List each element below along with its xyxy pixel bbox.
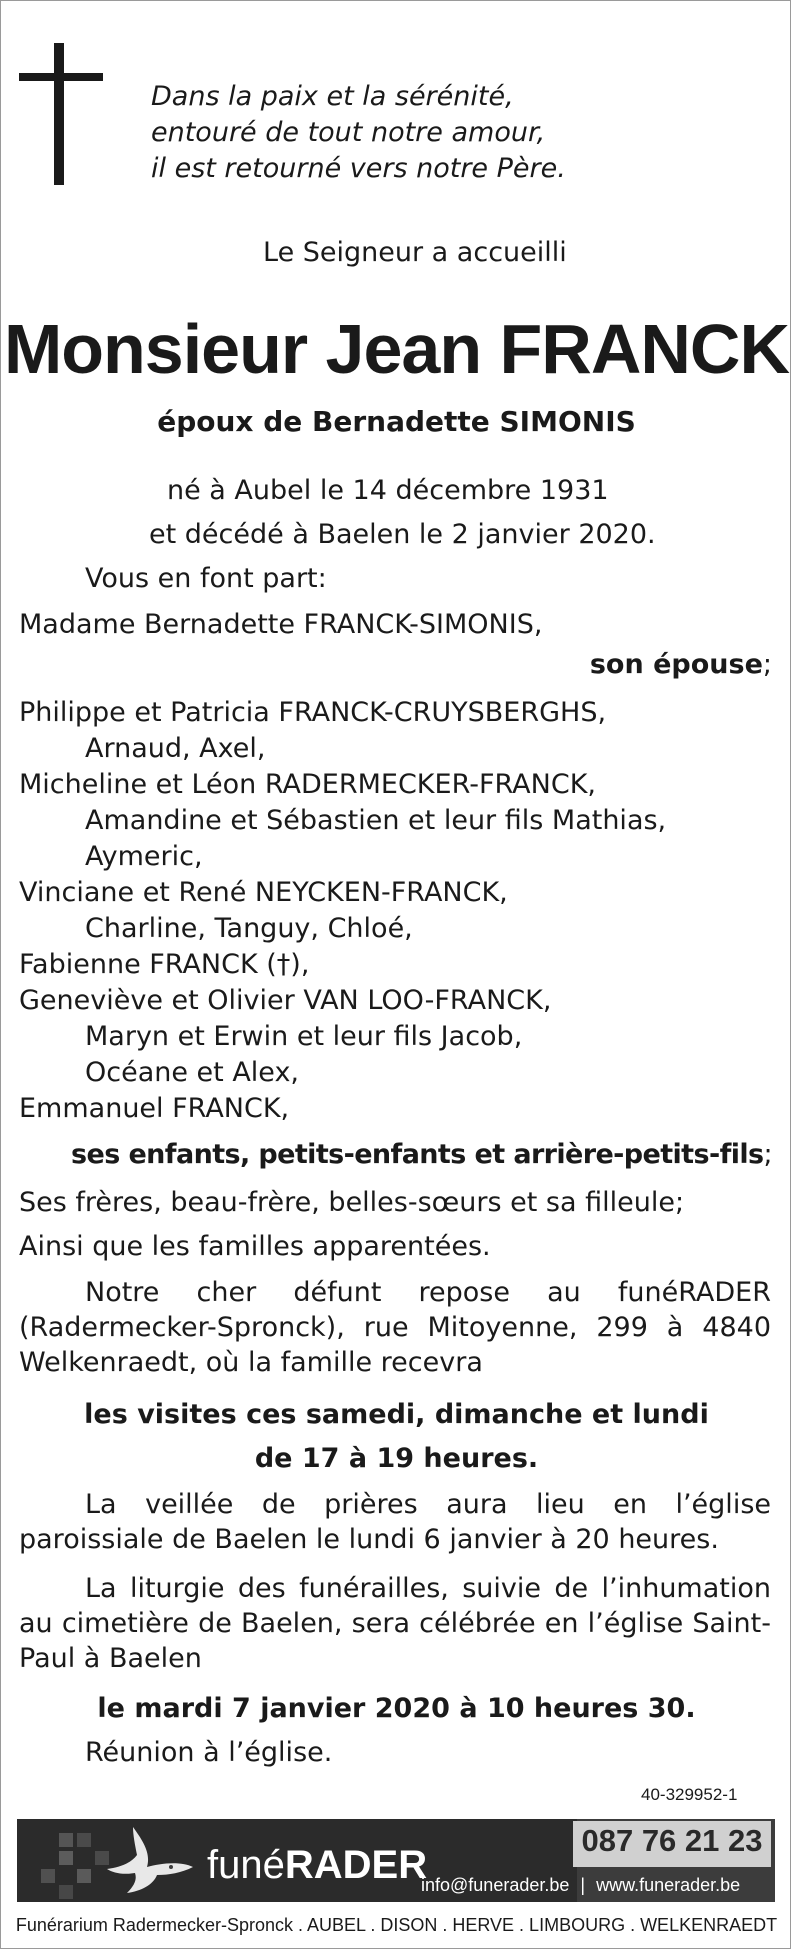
brand-bold: RADER — [284, 1843, 428, 1887]
list-item: Maryn et Erwin et leur fils Jacob, — [85, 1021, 523, 1052]
intro-text: Le Seigneur a accueilli — [263, 237, 567, 268]
contact-separator: | — [580, 1875, 586, 1895]
list-item: Micheline et Léon RADERMECKER-FRANCK, — [19, 769, 596, 800]
verse-line: Dans la paix et la sérénité, — [151, 81, 514, 112]
spouse-role — [590, 649, 772, 680]
spouse-name: Madame Bernadette FRANCK-SIMONIS, — [19, 609, 543, 640]
list-item: Fabienne FRANCK (†), — [19, 949, 310, 980]
semicolon: ; — [763, 1139, 772, 1170]
vigil-paragraph: La veillée de prières aura lieu en l’église paroissiale de Baelen le lundi 6 janvier à 20 heures. — [19, 1489, 771, 1555]
children-list — [19, 695, 666, 1127]
reference-number: 40-329952-1 — [641, 1785, 738, 1804]
meeting-line: Réunion à l’église. — [85, 1737, 333, 1768]
birth-line: né à Aubel le 14 décembre 1931 — [167, 475, 609, 506]
list-item: Vinciane et René NEYCKEN-FRANCK, — [19, 877, 508, 908]
contact-line — [421, 1875, 740, 1896]
phone-number[interactable]: 087 76 21 23 — [581, 1823, 763, 1858]
list-item: Charline, Tanguy, Chloé, — [85, 913, 413, 944]
list-item: Aymeric, — [85, 841, 203, 872]
list-item: Philippe et Patricia FRANCK-CRUYSBERGHS, — [19, 697, 607, 728]
list-item: Emmanuel FRANCK, — [19, 1093, 290, 1124]
cross-icon — [19, 43, 103, 185]
role-text: ses enfants, petits-enfants et arrière-petits-fils — [71, 1139, 764, 1170]
siblings-line: Ses frères, beau-frère, belles-sœurs et sa filleule; — [19, 1187, 685, 1218]
hours-line: de 17 à 19 heures. — [254, 1443, 539, 1474]
deceased-name: Monsieur Jean FRANCK — [3, 310, 790, 388]
visits-line: les visites ces samedi, dimanche et lundi — [84, 1399, 709, 1430]
list-item: Geneviève et Olivier VAN LOO-FRANCK, — [19, 985, 552, 1016]
verse — [151, 79, 566, 187]
verse-line: il est retourné vers notre Père. — [151, 153, 566, 184]
relatives-line: Ainsi que les familles apparentées. — [19, 1231, 491, 1262]
verse-line: entouré de tout notre amour, — [151, 117, 546, 148]
list-item: Océane et Alex, — [85, 1057, 300, 1088]
rest-paragraph: Notre cher défunt repose au funéRADER (Radermecker-Spronck), rue Mitoyenne, 299 à 4840 Welkenraedt, où la famille recevra — [19, 1277, 771, 1378]
dove-logo-icon — [31, 1823, 211, 1901]
locations-line: Funérarium Radermecker-Spronck . AUBEL . DISON . HERVE . LIMBOURG . WELKENRAEDT — [15, 1915, 778, 1935]
liturgy-paragraph: La liturgie des funérailles, suivie de l’inhumation au cimetière de Baelen, sera célébrée en l’église Saint-Paul à Baelen — [19, 1573, 771, 1674]
brand-logo — [207, 1843, 427, 1888]
list-item: Amandine et Sébastien et leur fils Mathias, — [85, 805, 667, 836]
ceremony-date: le mardi 7 janvier 2020 à 10 heures 30. — [97, 1693, 696, 1724]
announce-line: Vous en font part: — [85, 563, 327, 594]
death-line: et décédé à Baelen le 2 janvier 2020. — [149, 519, 656, 550]
website-link[interactable]: www.funerader.be — [596, 1875, 741, 1895]
semicolon: ; — [762, 649, 772, 680]
spouse-line: époux de Bernadette SIMONIS — [157, 405, 636, 438]
email-link[interactable]: info@funerader.be — [421, 1875, 570, 1895]
list-item: Arnaud, Axel, — [85, 733, 266, 764]
role-text: son épouse — [589, 649, 763, 680]
children-role — [71, 1139, 772, 1170]
brand-light: funé — [207, 1843, 285, 1887]
